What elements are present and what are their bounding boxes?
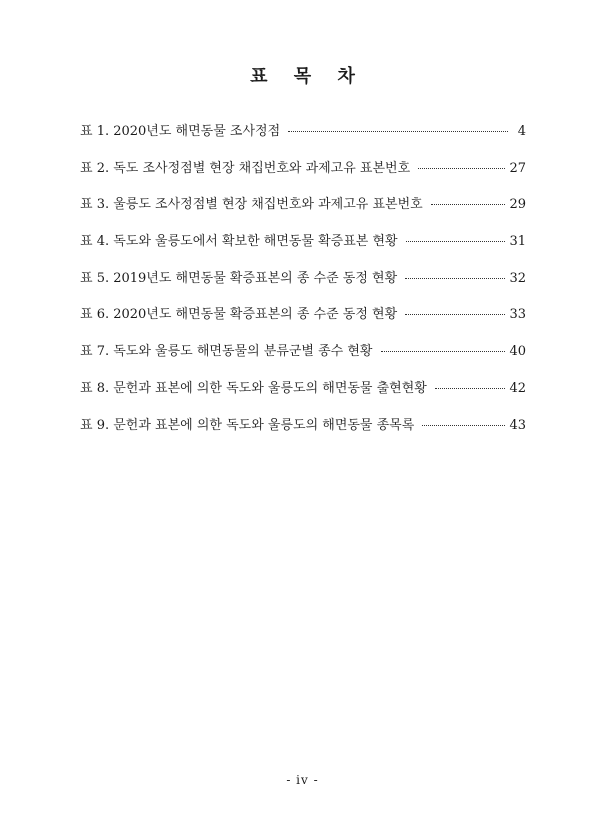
- toc-entry-4[interactable]: [80, 230, 526, 267]
- toc-entry-label: 표 7. 독도와 울릉도 해면동물의 분류군별 종수 현황: [80, 344, 373, 360]
- dot-leader: [406, 241, 506, 242]
- toc-entry-page: 43: [509, 417, 526, 433]
- toc-entry-6[interactable]: [80, 303, 526, 340]
- dot-leader: [288, 131, 508, 132]
- toc-entry-1[interactable]: [80, 120, 526, 157]
- toc-entry-page: 40: [509, 344, 526, 360]
- toc-entry-page: 32: [509, 270, 526, 286]
- dot-leader: [418, 168, 505, 169]
- dot-leader: [431, 204, 506, 205]
- dot-leader: [381, 351, 506, 352]
- toc-entry-5[interactable]: [80, 267, 526, 304]
- toc-entry-label: 표 2. 독도 조사정점별 현장 채집번호와 과제고유 표본번호: [80, 160, 411, 176]
- toc-entry-label: 표 6. 2020년도 해면동물 확증표본의 종 수준 동정 현황: [80, 307, 398, 323]
- toc-entry-page: 29: [509, 197, 526, 213]
- dot-leader: [405, 278, 505, 279]
- page-title: 표 목 차: [250, 66, 365, 87]
- table-of-contents: [80, 120, 526, 450]
- toc-entry-3[interactable]: [80, 193, 526, 230]
- toc-entry-7[interactable]: [80, 340, 526, 377]
- toc-entry-8[interactable]: [80, 377, 526, 414]
- toc-entry-page: 42: [509, 380, 526, 396]
- toc-entry-2[interactable]: [80, 157, 526, 194]
- toc-entry-page: 33: [509, 307, 526, 323]
- dot-leader: [405, 314, 505, 315]
- toc-entry-label: 표 1. 2020년도 해면동물 조사정점: [80, 124, 281, 139]
- toc-entry-page: 27: [509, 160, 526, 176]
- toc-entry-label: 표 5. 2019년도 해면동물 확증표본의 종 수준 동정 현황: [80, 270, 398, 286]
- dot-leader: [422, 425, 505, 426]
- toc-entry-label: 표 9. 문헌과 표본에 의한 독도와 울릉도의 해면동물 종목록: [80, 417, 415, 433]
- page-number: - iv -: [286, 773, 319, 787]
- toc-entry-page: 31: [509, 234, 526, 250]
- toc-entry-label: 표 4. 독도와 울릉도에서 확보한 해면동물 확증표본 현황: [80, 234, 398, 250]
- toc-entry-9[interactable]: [80, 414, 526, 451]
- dot-leader: [435, 388, 506, 389]
- toc-entry-page: 4: [517, 124, 526, 139]
- toc-entry-label: 표 3. 울릉도 조사정점별 현장 채집번호와 과제고유 표본번호: [80, 197, 423, 213]
- toc-entry-label: 표 8. 문헌과 표본에 의한 독도와 울릉도의 해면동물 출현현황: [80, 380, 427, 396]
